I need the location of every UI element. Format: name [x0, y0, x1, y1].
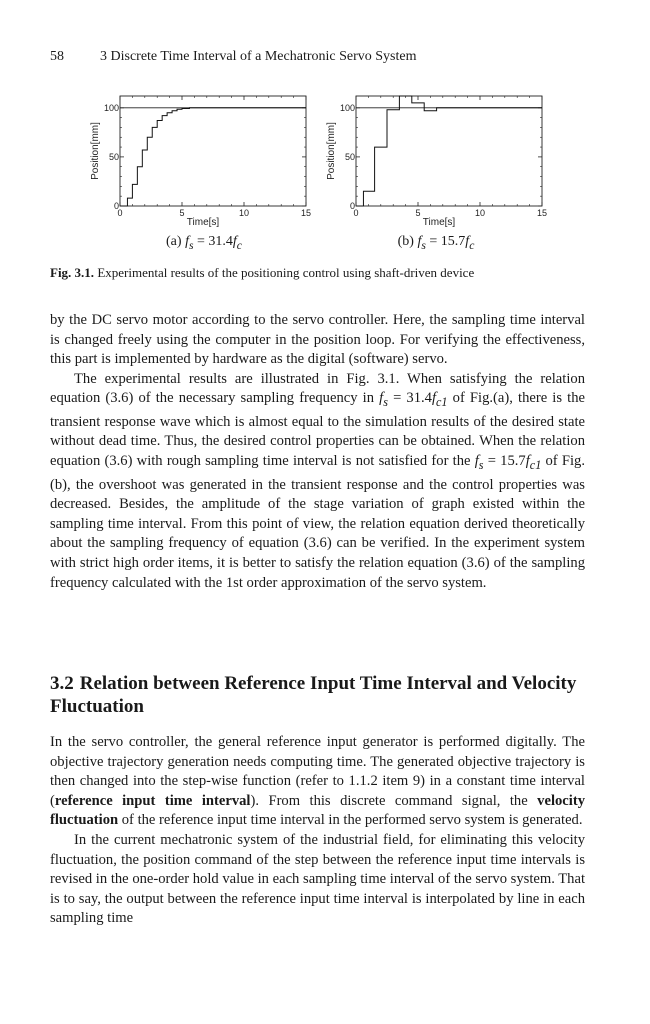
paragraph-2: [50, 370, 585, 593]
x-tick-label: 15: [536, 208, 548, 218]
running-header: [50, 49, 590, 65]
subcaption-b-tail: f: [465, 234, 470, 249]
paragraph-2-part-b: of Fig.(a), there is the transient response wave which is almost equal to the simulation results of the desired state without dead time. Thus, the desired control properties can be obtained. When the relation equation (3.6) with rough sampling time interval is not satisfied for the: [50, 390, 585, 470]
paragraph-3: [50, 733, 585, 831]
y-axis-label: Position[mm]: [90, 122, 101, 180]
paragraph-2-math-2-sub: s: [478, 457, 484, 472]
paragraph-2-math-1-var: f: [379, 390, 384, 407]
plot-frame: [120, 96, 306, 206]
plot-frame: [356, 96, 542, 206]
paragraph-3-part-b: ). From this discrete command signal, the: [250, 792, 538, 809]
section-title: Relation between Reference Input Time Interval and Velocity Fluctuation: [50, 673, 577, 717]
paragraph-2-math-2-tail: f: [525, 453, 530, 470]
subcaption-a-prefix: (a): [166, 234, 186, 249]
x-tick-label: 0: [117, 208, 123, 218]
x-axis-label: Time[s]: [422, 217, 456, 228]
figure-caption-label: Fig. 3.1.: [50, 265, 95, 280]
chart-b: [322, 92, 552, 237]
paragraph-3-part-c: of the reference input time interval in the performed servo system is generated.: [118, 812, 583, 829]
series-line-response: [356, 96, 542, 206]
y-tick-label: 100: [103, 102, 119, 113]
x-tick-label: 10: [474, 208, 486, 218]
x-tick-label: 0: [353, 208, 359, 218]
figure-caption-text: Experimental results of the positioning control using shaft-driven device: [97, 265, 475, 280]
subcaption-b-value: = 15.7: [425, 234, 466, 249]
series-line-response: [120, 108, 306, 206]
section-heading: [50, 672, 590, 718]
paragraph-2-math-1-tail-sub: c1: [436, 395, 448, 410]
term-reference-input-time-interval: reference input time interval: [54, 792, 251, 809]
subcaption-a-value: = 31.4: [193, 234, 233, 249]
subcaption-a: [104, 234, 304, 252]
paragraph-2-math-1-tail: f: [431, 390, 437, 407]
term-velocity-fluctuation: velocity fluctuation: [50, 792, 585, 829]
subcaption-b-var: f: [417, 234, 422, 249]
x-tick-label: 10: [238, 208, 250, 218]
y-tick-label: 50: [108, 151, 119, 162]
paragraph-4: In the current mechatronic system of the industrial field, for eliminating this velocity fluctuation, the position command of the step between the reference input time intervals is revised in the one-order hold value in each sampling time interval of the servo system. That is to say, the output between the reference input time interval is interpolated by line in each sampling time: [50, 831, 585, 927]
paragraph-2-part-a: The experimental results are illustrated in Fig. 3.1. When satisfying the relation equation (3.6) of the necessary sampling frequency in: [50, 370, 585, 407]
subcaption-b-prefix: (b): [397, 234, 418, 249]
y-tick-label: 100: [339, 102, 355, 113]
paragraph-3-part-a: In the servo controller, the general reference input generator is performed digitally. The objective trajectory generation needs computing time. The generated objective trajectory is then changed into the step-wise function (refer to 1.1.2 item 9) in a constant time interval (: [50, 734, 585, 809]
page-number: 58: [50, 49, 64, 64]
paragraph-2-math-2-tail-sub: c1: [529, 457, 542, 472]
subcaption-b-sub: s: [421, 238, 426, 252]
figure-3-1-b: [322, 92, 552, 237]
subcaption-a-sub: s: [188, 238, 194, 252]
body-block-1: [50, 311, 585, 593]
figure-3-1-a: [86, 92, 316, 237]
paragraph-2-math-2-var: f: [474, 453, 479, 470]
paragraph-2-math-1-sub: s: [383, 395, 388, 410]
running-title: 3 Discrete Time Interval of a Mechatronic Servo System: [100, 49, 417, 64]
chart-a: [86, 92, 316, 237]
x-tick-label: 5: [179, 208, 185, 218]
subcaption-a-var: f: [185, 234, 189, 249]
y-axis-label: Position[mm]: [326, 122, 337, 180]
paragraph-1: by the DC servo motor according to the servo controller. Here, the sampling time interval is changed freely using the computer in the position loop. For verifying the effectiveness, this part is implemented by hardware as the digital (software) servo.: [50, 312, 585, 368]
x-axis-label: Time[s]: [186, 217, 220, 228]
paragraph-2-part-c: of Fig.(b), the overshoot was generated in the transient response and the control properties was decreased. Besides, the amplitude of the stage variation of graph existed within the sampling time interval. From this point of view, the relation equation derived theoretically about the sampling frequency of equation (3.6) can be verified. In the experiment system with strict high order items, it is better to satisfy the relation equation (3.6) of the sampling frequency calculated with the 1st order approximation of the servo system.: [50, 453, 585, 591]
y-tick-label: 0: [113, 201, 119, 211]
figure-caption: [50, 265, 590, 281]
body-block-2: [50, 733, 585, 929]
subcaption-a-tail: f: [232, 234, 237, 249]
paragraph-2-math-2-value: = 15.7: [483, 453, 526, 470]
y-tick-label: 50: [344, 151, 355, 162]
section-number: 3.2: [50, 673, 74, 694]
subcaption-b-tail-sub: c: [469, 238, 475, 252]
y-tick-label: 0: [349, 201, 355, 211]
subcaption-a-tail-sub: c: [236, 238, 242, 252]
x-tick-label: 15: [300, 208, 312, 218]
paragraph-2-math-1-value: = 31.4: [387, 390, 432, 407]
subcaption-b: [336, 234, 536, 252]
x-tick-label: 5: [415, 208, 421, 218]
